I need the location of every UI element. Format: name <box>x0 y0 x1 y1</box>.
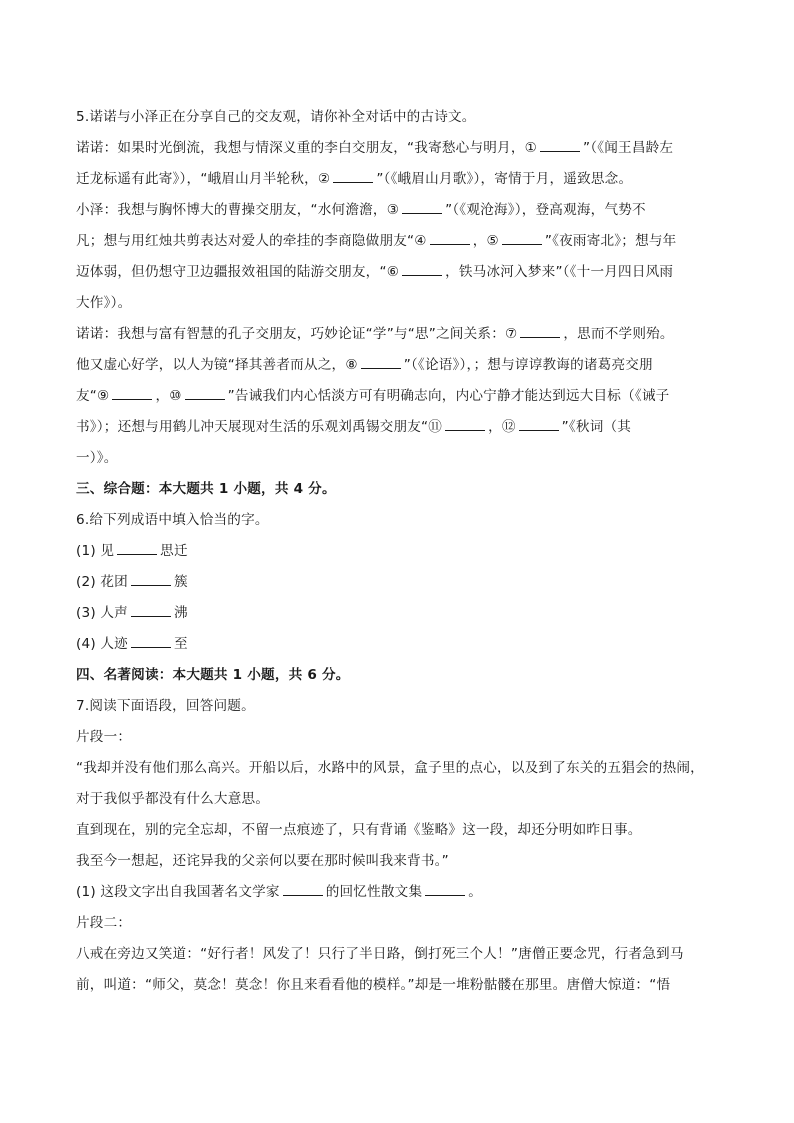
q7-title: 7.阅读下面语段，回答问题。 <box>76 698 255 714</box>
answer-blank-2[interactable] <box>333 167 373 183</box>
author-blank[interactable] <box>283 880 323 896</box>
section-3-heading: 三、综合题：本大题共 1 小题，共 4 分。 <box>76 481 336 497</box>
page-content <box>76 102 720 1001</box>
answer-blank-10[interactable] <box>185 384 225 400</box>
q6-item-2: (2) 花团 簇 <box>76 567 720 598</box>
answer-blank-1[interactable] <box>540 136 580 152</box>
answer-blank-3[interactable] <box>402 198 442 214</box>
q5-line-3: 小泽：我想与胸怀博大的曹操交朋友，“水何澹澹，③ ”（《观沧海》），登高观海，气势不 <box>76 195 720 226</box>
fragment-2-line: 前，叫道：“师父，莫念！莫念！你且来看看他的模样。”却是一堆粉骷髅在那里。唐僧大惊道：“悟 <box>76 977 671 993</box>
idiom-blank-3[interactable] <box>131 601 171 617</box>
q6-title: 6.给下列成语中填入恰当的字。 <box>76 512 269 528</box>
answer-blank-9[interactable] <box>112 384 152 400</box>
q5-line-7: 诺诺：我想与富有智慧的孔子交朋友，巧妙论证“学”与“思”之间关系：⑦ ，思而不学则殆。 <box>76 319 720 350</box>
q5-line-1: 诺诺：如果时光倒流，我想与情深义重的李白交朋友，“我寄愁心与明月，① ”（《闻王昌龄左 <box>76 133 720 164</box>
q5-line-4: 凡；想与用红烛共剪表达对爱人的牵挂的李商隐做朋友“④ ，⑤ ”《夜雨寄北》；想与年 <box>76 226 720 257</box>
fragment-1-line: “我却并没有他们那么高兴。开船以后，水路中的风景，盒子里的点心，以及到了东关的五猖会的热闹， <box>76 760 704 776</box>
q5-line-9: 友“⑨ ，⑩ ”告诫我们内心恬淡方可有明确志向，内心宁静才能达到远大目标（《诫子 <box>76 381 720 412</box>
answer-blank-6[interactable] <box>402 260 442 276</box>
fragment-1-line: 对于我似乎都没有什么大意思。 <box>76 791 270 807</box>
fragment-1-line: 直到现在，别的完全忘却，不留一点痕迹了，只有背诵《鉴略》这一段，却还分明如昨日事。 <box>76 822 642 838</box>
q5-line-2: 迁龙标遥有此寄》），“峨眉山月半轮秋，② ”（《峨眉山月歌》），寄情于月，遥致思念。 <box>76 164 720 195</box>
q5-title: 5.诺诺与小泽正在分享自己的交友观，请你补全对话中的古诗文。 <box>76 109 476 125</box>
q5-line-5: 迈体弱，但仍想守卫边疆报效祖国的陆游交朋友，“⑥ ，铁马冰河入梦来”（《十一月四日风雨 <box>76 257 720 288</box>
answer-blank-12[interactable] <box>519 415 559 431</box>
idiom-blank-1[interactable] <box>117 539 157 555</box>
fragment-1-label: 片段一： <box>76 729 132 745</box>
section-4-heading: 四、名著阅读：本大题共 1 小题，共 6 分。 <box>76 667 350 683</box>
answer-blank-4[interactable] <box>430 229 470 245</box>
fragment-2-line: 八戒在旁边又笑道：“好行者！风发了！只行了半日路，倒打死三个人！”唐僧正要念咒，行者急到马 <box>76 946 684 962</box>
answer-blank-11[interactable] <box>445 415 485 431</box>
book-blank[interactable] <box>425 880 465 896</box>
fragment-1-line: 我至今一想起，还诧异我的父亲何以要在那时候叫我来背书。” <box>76 853 449 869</box>
answer-blank-7[interactable] <box>520 322 560 338</box>
idiom-blank-2[interactable] <box>131 570 171 586</box>
answer-blank-8[interactable] <box>361 353 401 369</box>
fragment-2-label: 片段二： <box>76 915 132 931</box>
q5-line-10: 书》）；还想与用鹤儿冲天展现对生活的乐观刘禹锡交朋友“⑪ ，⑫ ”《秋词（其 <box>76 412 720 443</box>
answer-blank-5[interactable] <box>502 229 542 245</box>
q5-line-11: 一）》。 <box>76 450 118 466</box>
q5-line-6: 大作》）。 <box>76 295 132 311</box>
idiom-blank-4[interactable] <box>131 632 171 648</box>
q7-sub-question-1: (1) 这段文字出自我国著名文学家 的回忆性散文集 。 <box>76 877 720 908</box>
q6-item-4: (4) 人迹 至 <box>76 629 720 660</box>
q6-item-1: (1) 见 思迁 <box>76 536 720 567</box>
q6-item-3: (3) 人声 沸 <box>76 598 720 629</box>
q5-line-8: 他又虚心好学，以人为镜“择其善者而从之，⑧ ”（《论语》），；想与谆谆教诲的诸葛亮交朋 <box>76 350 720 381</box>
